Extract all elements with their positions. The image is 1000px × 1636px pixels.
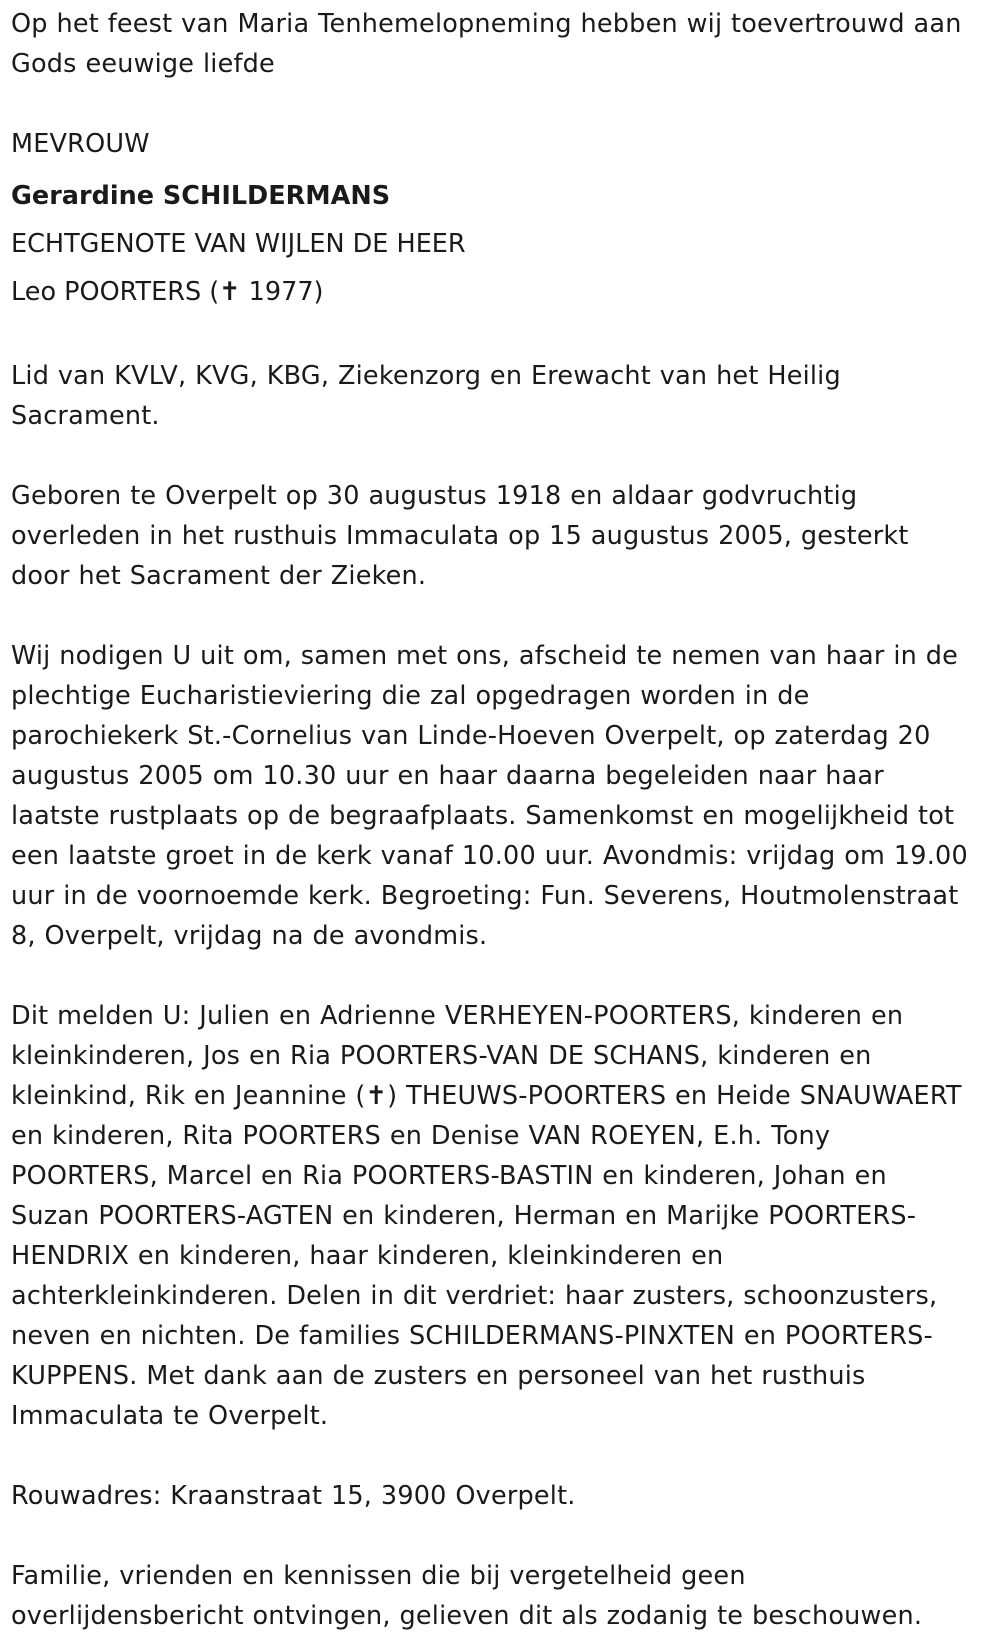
title-line: MEVROUW bbox=[11, 129, 150, 159]
spacer bbox=[11, 164, 969, 172]
invitation-text: Wij nodigen U uit om, samen met ons, afscheid te nemen van haar in de plechtige Eucharistieviering die zal opgedragen worden in de parochiekerk St.-Cornelius van Linde-Hoeven Overpelt, op zaterdag 20 augustus 2005 om 10.30 uur en haar daarna begeleiden naar haar laatste rustplaats op de begraafplaats. Samenkomst en mogelijkheid tot een laatste groet in de kerk vanaf 10.00 uur. Avondmis: vrijdag om 19.00 uur in de voornoemde kerk. Begroeting: Fun. Severens, Houtmolenstraat 8, Overpelt, vrijdag na de avondmis. bbox=[11, 641, 968, 951]
closing-text: Familie, vrienden en kennissen die bij vergetelheid geen overlijdensbericht ontvingen, gelieven dit als zodanig te beschouwen. bbox=[11, 1561, 923, 1631]
membership-text: Lid van KVLV, KVG, KBG, Ziekenzorg en Erewacht van het Heilig Sacrament. bbox=[11, 361, 841, 431]
address-text: Rouwadres: Kraanstraat 15, 3900 Overpelt. bbox=[11, 1481, 576, 1511]
deceased-name: Gerardine SCHILDERMANS bbox=[11, 181, 391, 211]
spacer bbox=[11, 956, 969, 996]
spacer bbox=[11, 316, 969, 356]
birth-death-text: Geboren te Overpelt op 30 augustus 1918 en aldaar godvruchtig overleden in het rusthuis Immaculata op 15 augustus 2005, gesterkt door het Sacrament der Zieken. bbox=[11, 481, 909, 591]
spouse-intro: ECHTGENOTE VAN WIJLEN DE HEER bbox=[11, 229, 466, 259]
intro-text: Op het feest van Maria Tenhemelopneming hebben wij toevertrouwd aan Gods eeuwige liefde bbox=[11, 9, 962, 79]
spouse-name: Leo POORTERS (✝ 1977) bbox=[11, 277, 324, 307]
family-text: Dit melden U: Julien en Adrienne VERHEYEN-POORTERS, kinderen en kleinkinderen, Jos en Ria POORTERS-VAN DE SCHANS, kinderen en kleinkind, Rik en Jeannine (✝) THEUWS-POORTERS en Heide SNAUWAERT en kinderen, Rita POORTERS en Denise VAN ROEYEN, E.h. Tony POORTERS, Marcel en Ria POORTERS-BASTIN en kinderen, Johan en Suzan POORTERS-AGTEN en kinderen, Herman en Marijke POORTERS-HENDRIX en kinderen, haar kinderen, kleinkinderen en achterkleinkinderen. Delen in dit verdriet: haar zusters, schoonzusters, neven en nichten. De families SCHILDERMANS-PINXTEN en POORTERS-KUPPENS. Met dank aan de zusters en personeel van het rusthuis Immaculata te Overpelt. bbox=[11, 1001, 962, 1431]
spacer bbox=[11, 84, 969, 124]
spacer bbox=[11, 1516, 969, 1556]
spacer bbox=[11, 1436, 969, 1476]
spacer bbox=[11, 596, 969, 636]
spacer bbox=[11, 436, 969, 476]
